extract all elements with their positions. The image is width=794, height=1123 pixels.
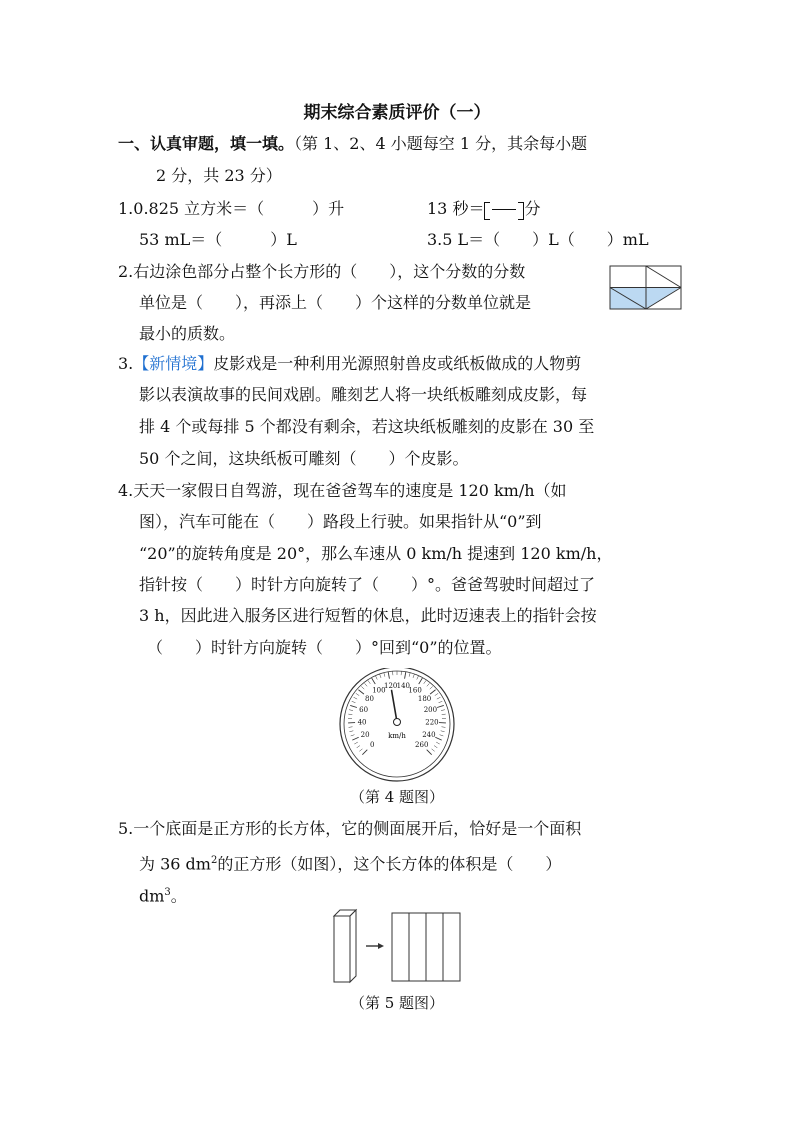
q3-number: 3. <box>118 354 134 373</box>
q1-part-b-left: 13 秒＝ <box>427 199 485 218</box>
tall-cuboid <box>334 910 356 982</box>
q3-line-3: 排 4 个或每排 5 个都没有剩余，若这块纸板雕刻的皮影在 30 至 <box>139 417 595 436</box>
q3-line-4: 50 个之间，这块纸板可雕刻（ ）个皮影。 <box>139 449 469 468</box>
gauge-tick-label: 20 <box>360 730 370 739</box>
gauge-tick-label: 220 <box>425 718 439 727</box>
q4-line-3: “20”的旋转角度是 20°，那么车速从 0 km/h 提速到 120 km/h， <box>139 544 613 563</box>
gauge-tick-label: 80 <box>364 694 374 703</box>
gauge-hub <box>394 719 401 726</box>
gauge-tick-label: 0 <box>370 741 375 750</box>
q3-line-1 <box>118 353 581 375</box>
page-title: 期末综合素质评价（一） <box>303 103 491 123</box>
q4-line-2: 图），汽车可能在（ ）路段上行驶。如果指针从“0”到 <box>139 512 542 531</box>
q5-line-3-b: 。 <box>170 886 187 906</box>
gauge-tick-label: 200 <box>423 706 438 715</box>
section-1-scoring-note: （第 1、2、4 小题每空 1 分，其余每小题 <box>294 134 588 153</box>
q1-part-b <box>427 198 540 220</box>
q4-line-5: 3 h，因此进入服务区进行短暂的休息，此时迈速表上的指针会按 <box>139 606 597 625</box>
q2-line-1: 2.右边涂色部分占整个长方形的（ ），这个分数的分数 <box>118 262 526 281</box>
unfolded-square <box>392 913 460 981</box>
gauge-tick-label: 260 <box>415 741 429 750</box>
q2-line-2: 单位是（ ），再添上（ ）个这样的分数单位就是 <box>139 293 532 312</box>
q2-line-3: 最小的质数。 <box>139 324 236 343</box>
q5-line-2-a: 为 36 dm <box>139 854 211 874</box>
new-context-tag: 【新情境】 <box>133 354 214 373</box>
gauge-tick-label: 120 <box>384 682 398 691</box>
q5-line-2 <box>139 850 561 875</box>
q5-line-3-a: dm <box>139 886 165 906</box>
gauge-tick-label: 180 <box>417 694 432 703</box>
cuboid-unfold-figure <box>330 908 464 984</box>
arrow-icon <box>366 943 384 949</box>
q5-line-1: 5.一个底面是正方形的长方体，它的侧面展开后，恰好是一个面积 <box>118 819 582 838</box>
gauge-tick-label: 40 <box>357 718 367 727</box>
gauge-tick-label: 240 <box>422 730 436 739</box>
q5-line-3 <box>139 882 187 907</box>
q1-part-a: 1.0.825 立方米＝（ ）升 <box>118 199 345 218</box>
gauge-tick-label: 140 <box>396 682 410 691</box>
q5-line-2-sup: 2 <box>210 855 218 866</box>
section-1-scoring-note-cont: 2 分，共 23 分） <box>156 166 282 185</box>
speed-unit-label: km/h <box>388 732 406 740</box>
figure-5-caption: （第 5 题图） <box>349 994 445 1012</box>
fraction-blank <box>484 201 524 219</box>
q1-part-c: 53 mL＝（ ）L <box>139 230 297 249</box>
q1-part-b-unit: 分 <box>524 199 541 218</box>
gauge-tick-label: 160 <box>408 686 422 695</box>
q4-line-4: 指针按（ ）时针方向旋转了（ ）°。爸爸驾驶时间超过了 <box>139 575 596 594</box>
speedometer-figure <box>337 668 457 784</box>
q5-line-3-sup: 3 <box>164 887 171 898</box>
q5-line-2-b: 的正方形（如图），这个长方体的体积是（ ） <box>217 854 562 874</box>
q4-line-6: （ ）时针方向旋转（ ）°回到“0”的位置。 <box>147 638 502 657</box>
gauge-tick-label: 100 <box>372 686 386 695</box>
shaded-rectangle-figure <box>609 265 682 310</box>
q3-line-1-text: 皮影戏是一种利用光源照射兽皮或纸板做成的人物剪 <box>213 354 582 373</box>
section-1-header <box>118 133 587 155</box>
figure-4-caption: （第 4 题图） <box>349 788 445 806</box>
gauge-tick-label: 60 <box>359 706 369 715</box>
section-1-heading: 一、认真审题，填一填。 <box>118 134 295 153</box>
q3-line-2: 影以表演故事的民间戏剧。雕刻艺人将一块纸板雕刻成皮影，每 <box>139 385 588 404</box>
q1-part-d: 3.5 L＝（ ）L（ ）mL <box>427 230 649 249</box>
q4-line-1: 4.天天一家假日自驾游，现在爸爸驾车的速度是 120 km/h（如 <box>118 481 567 500</box>
